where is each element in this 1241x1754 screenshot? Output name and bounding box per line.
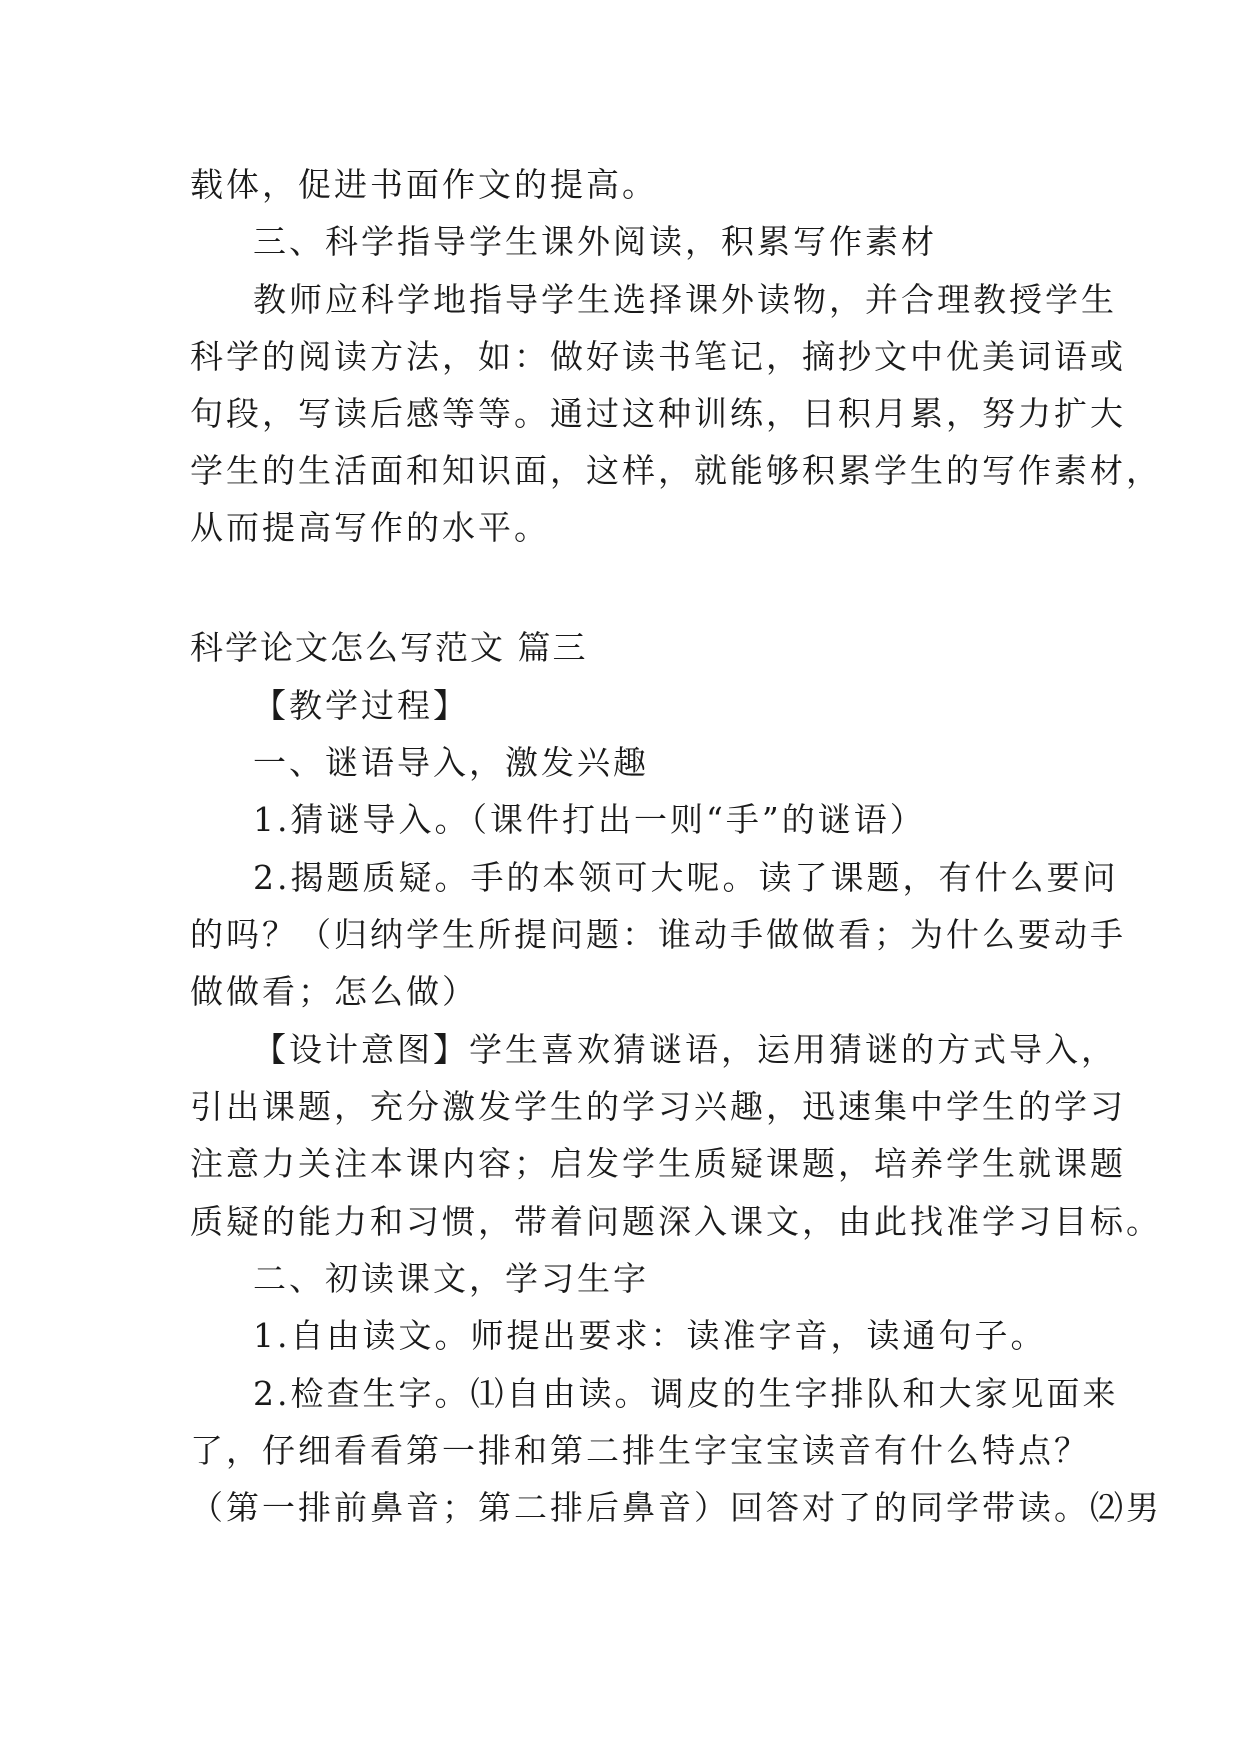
paragraph-line: 注意力关注本课内容；启发学生质疑课题，培养学生就课题 <box>190 1144 1126 1183</box>
paragraph-line: 质疑的能力和习惯，带着问题深入课文，由此找准学习目标。 <box>190 1202 1162 1241</box>
paragraph-line: （第一排前鼻音；第二排后鼻音）回答对了的同学带读。⑵男 <box>190 1488 1162 1527</box>
paragraph-line: 2.检查生字。⑴自由读。调皮的生字排队和大家见面来 <box>253 1374 1119 1413</box>
paragraph-line: 1.自由读文。师提出要求：读准字音，读通句子。 <box>253 1316 1047 1355</box>
paragraph-line: 从而提高写作的水平。 <box>190 508 550 547</box>
paragraph-line: 了，仔细看看第一排和第二排生字宝宝读音有什么特点？ <box>190 1431 1090 1470</box>
paragraph-line: 引出课题，充分激发学生的学习兴趣，迅速集中学生的学习 <box>190 1087 1126 1126</box>
section-heading: 三、科学指导学生课外阅读，积累写作素材 <box>253 222 937 261</box>
paragraph-line: 载体，促进书面作文的提高。 <box>190 165 658 204</box>
section-heading: 二、初读课文，学习生字 <box>253 1259 649 1298</box>
paragraph-line: 教师应科学地指导学生选择课外读物，并合理教授学生 <box>253 280 1117 319</box>
paragraph-line: 做做看；怎么做） <box>190 972 478 1011</box>
paragraph-line: 句段，写读后感等等。通过这种训练，日积月累，努力扩大 <box>190 394 1126 433</box>
paragraph-line: 学生的生活面和知识面，这样，就能够积累学生的写作素材， <box>190 451 1162 490</box>
paragraph-line: 2.揭题质疑。手的本领可大呢。读了课题，有什么要问 <box>253 858 1119 897</box>
paragraph-line: 1.猜谜导入。（课件打出一则“手”的谜语） <box>253 800 926 839</box>
paragraph-line: 科学的阅读方法，如：做好读书笔记，摘抄文中优美词语或 <box>190 337 1126 376</box>
article-title: 科学论文怎么写范文 篇三 <box>190 628 588 667</box>
paragraph-line: 的吗？（归纳学生所提问题：谁动手做做看；为什么要动手 <box>190 915 1126 954</box>
section-heading: 【教学过程】 <box>253 686 469 725</box>
paragraph-line: 【设计意图】学生喜欢猜谜语，运用猜谜的方式导入， <box>253 1030 1117 1069</box>
section-heading: 一、谜语导入，激发兴趣 <box>253 743 649 782</box>
